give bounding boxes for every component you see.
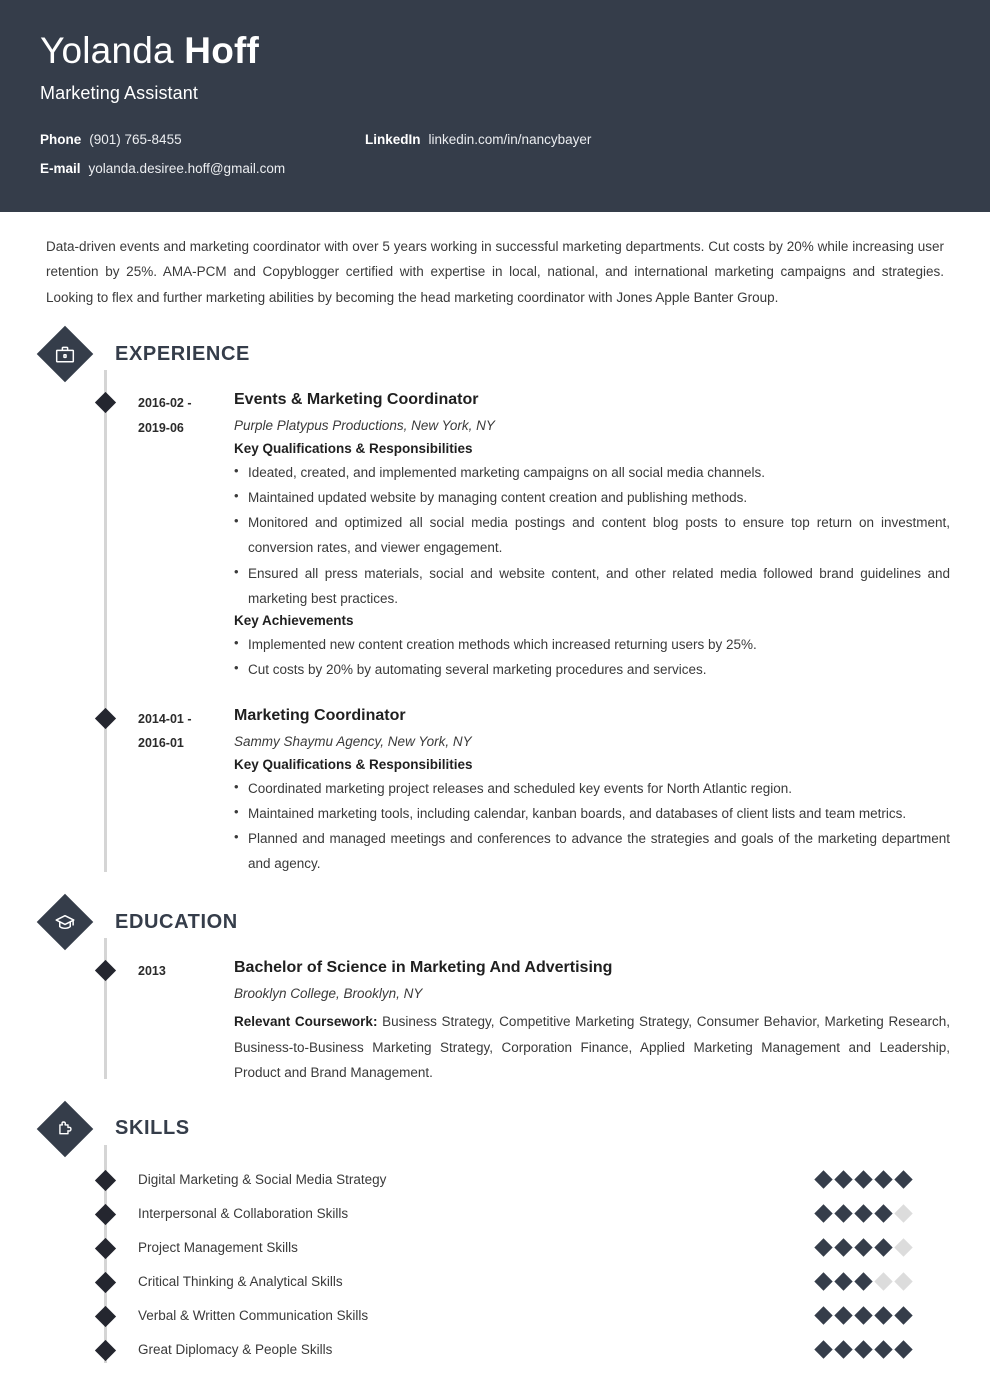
rating-diamond-filled bbox=[894, 1307, 912, 1325]
list-item: • Ideated, created, and implemented marketing campaigns on all social media channels. bbox=[234, 460, 950, 485]
experience-entry bbox=[40, 704, 950, 878]
coursework-value: Business Strategy, Competitive Marketing Strategy, Consumer Behavior, Marketing Research, Business-to-Business Marketing Strategy, Corporation Finance, Applied Marketing Management and Leadership, Product and Brand Management. bbox=[234, 1014, 950, 1080]
education-body bbox=[234, 956, 950, 1084]
list-item bbox=[40, 1197, 950, 1231]
education-degree: Bachelor of Science in Marketing And Advertising bbox=[234, 959, 613, 977]
rating-diamond-filled bbox=[834, 1205, 852, 1223]
qualifications-list bbox=[234, 776, 950, 876]
experience-job-title: Events & Marketing Coordinator bbox=[234, 391, 479, 409]
list-item bbox=[40, 1265, 950, 1299]
timeline-diamond-marker bbox=[95, 708, 116, 729]
timeline-diamond-marker bbox=[95, 1170, 116, 1191]
contact-email[interactable] bbox=[40, 161, 365, 176]
list-item: • Implemented new content creation methods which increased returning users by 25%. bbox=[234, 632, 950, 657]
rating-diamond-filled bbox=[814, 1307, 832, 1325]
rating-diamond-filled bbox=[854, 1205, 872, 1223]
skills-list bbox=[40, 1163, 950, 1367]
contact-linkedin-value[interactable]: linkedin.com/in/nancybayer bbox=[428, 131, 592, 147]
rating-diamond-filled bbox=[814, 1205, 832, 1223]
rating-diamond-filled bbox=[894, 1171, 912, 1189]
list-item: • Ensured all press materials, social and website content, and other related media followed brand guidelines and marketing best practices. bbox=[234, 561, 950, 611]
skill-label: Project Management Skills bbox=[138, 1240, 298, 1256]
education-year: 2013 bbox=[138, 964, 166, 979]
rating-diamond-empty bbox=[894, 1273, 912, 1291]
experience-dates bbox=[138, 704, 234, 878]
skill-rating bbox=[817, 1173, 950, 1186]
rating-diamond-empty bbox=[894, 1205, 912, 1223]
skills-heading bbox=[40, 1109, 950, 1149]
contact-linkedin[interactable] bbox=[365, 132, 591, 147]
experience-job-title: Marketing Coordinator bbox=[234, 707, 406, 724]
education-coursework bbox=[234, 1009, 950, 1084]
education-heading bbox=[40, 902, 950, 942]
qualifications-label: Key Qualifications & Responsibilities bbox=[234, 441, 473, 457]
rating-diamond-filled bbox=[814, 1239, 832, 1257]
education-school: Brooklyn College, Brooklyn, NY bbox=[234, 986, 423, 1002]
contact-phone bbox=[40, 132, 365, 147]
candidate-job-title: Marketing Assistant bbox=[40, 82, 198, 103]
section-skills bbox=[40, 1109, 950, 1367]
rating-diamond-filled bbox=[814, 1341, 832, 1359]
skill-rating bbox=[817, 1275, 950, 1288]
skill-rating bbox=[817, 1309, 950, 1322]
achievements-label: Key Achievements bbox=[234, 612, 354, 628]
resume-content bbox=[0, 212, 990, 1367]
rating-diamond-empty bbox=[874, 1273, 892, 1291]
section-experience bbox=[40, 334, 950, 878]
rating-diamond-filled bbox=[874, 1205, 892, 1223]
experience-body bbox=[234, 704, 950, 878]
education-timeline bbox=[40, 956, 950, 1084]
contact-email-label: E-mail bbox=[40, 160, 81, 176]
rating-diamond-filled bbox=[814, 1273, 832, 1291]
resume-header bbox=[0, 0, 990, 212]
skill-label: Interpersonal & Collaboration Skills bbox=[138, 1206, 349, 1222]
rating-diamond-filled bbox=[854, 1341, 872, 1359]
timeline-diamond-marker bbox=[95, 1340, 116, 1361]
professional-summary: Data-driven events and marketing coordinator with over 5 years working in successful marketing departments. Cut costs by 20% while increasing user retention by 25%. AMA-PCM and Copyblogger certified with expertise in local, national, and international marketing campaigns and strategies. Looking to flex and further marketing abilities by becoming the head marketing coordinator with Jones Apple Banter Group. bbox=[46, 239, 944, 305]
list-item bbox=[40, 1299, 950, 1333]
first-name: Yolanda bbox=[40, 30, 174, 71]
rating-diamond-empty bbox=[894, 1239, 912, 1257]
skill-label: Great Diplomacy & People Skills bbox=[138, 1342, 333, 1358]
experience-date-start: 2016-02 - bbox=[138, 396, 192, 411]
rating-diamond-filled bbox=[874, 1341, 892, 1359]
achievements-list bbox=[234, 632, 950, 682]
timeline-diamond-marker bbox=[95, 1204, 116, 1225]
list-item: • Maintained updated website by managing content creation and publishing methods. bbox=[234, 485, 950, 510]
rating-diamond-filled bbox=[834, 1307, 852, 1325]
skill-rating bbox=[817, 1241, 950, 1254]
candidate-name bbox=[40, 30, 950, 73]
rating-diamond-filled bbox=[854, 1171, 872, 1189]
contact-email-value[interactable]: yolanda.desiree.hoff@gmail.com bbox=[88, 160, 286, 176]
experience-timeline bbox=[40, 388, 950, 878]
experience-entry bbox=[40, 388, 950, 684]
experience-date-end: 2019-06 bbox=[138, 420, 184, 435]
graduation-cap-icon bbox=[37, 894, 94, 951]
rating-diamond-filled bbox=[894, 1341, 912, 1359]
rating-diamond-filled bbox=[854, 1307, 872, 1325]
rating-diamond-filled bbox=[834, 1341, 852, 1359]
education-entry bbox=[40, 956, 950, 1084]
contact-phone-label: Phone bbox=[40, 131, 82, 147]
education-title: EDUCATION bbox=[115, 910, 238, 933]
experience-heading bbox=[40, 334, 950, 374]
experience-date-end: 2016-01 bbox=[138, 736, 184, 751]
contact-row-1 bbox=[40, 132, 950, 147]
qualifications-label: Key Qualifications & Responsibilities bbox=[234, 757, 473, 772]
rating-diamond-filled bbox=[834, 1239, 852, 1257]
list-item: • Monitored and optimized all social media postings and content blog posts to ensure top return on investment, conversion rates, and viewer engagement. bbox=[234, 510, 950, 560]
skill-rating bbox=[817, 1207, 950, 1220]
timeline-diamond-marker bbox=[95, 1238, 116, 1259]
skill-label: Critical Thinking & Analytical Skills bbox=[138, 1274, 343, 1290]
timeline-diamond-marker bbox=[95, 1272, 116, 1293]
experience-title: EXPERIENCE bbox=[115, 342, 250, 365]
coursework-label: Relevant Coursework: bbox=[234, 1014, 378, 1030]
briefcase-icon bbox=[37, 326, 94, 383]
contact-linkedin-label: LinkedIn bbox=[365, 131, 421, 147]
rating-diamond-filled bbox=[834, 1171, 852, 1189]
list-item: • Cut costs by 20% by automating several marketing procedures and services. bbox=[234, 657, 950, 682]
rating-diamond-filled bbox=[874, 1171, 892, 1189]
list-item bbox=[40, 1333, 950, 1367]
rating-diamond-filled bbox=[874, 1307, 892, 1325]
contact-row-2 bbox=[40, 161, 950, 176]
list-item bbox=[40, 1231, 950, 1265]
skill-label: Digital Marketing & Social Media Strategy bbox=[138, 1172, 387, 1188]
list-item: • Coordinated marketing project releases and scheduled key events for North Atlantic region. bbox=[234, 776, 950, 801]
rating-diamond-filled bbox=[814, 1171, 832, 1189]
contact-details bbox=[40, 132, 950, 176]
experience-body bbox=[234, 388, 950, 684]
experience-date-start: 2014-01 - bbox=[138, 712, 192, 726]
puzzle-piece-icon bbox=[37, 1100, 94, 1157]
skills-title: SKILLS bbox=[115, 1117, 190, 1140]
rating-diamond-filled bbox=[834, 1273, 852, 1291]
rating-diamond-filled bbox=[854, 1273, 872, 1291]
last-name: Hoff bbox=[184, 30, 260, 71]
section-education bbox=[40, 902, 950, 1084]
list-item: • Planned and managed meetings and conferences to advance the strategies and goals of the marketing department and agency. bbox=[234, 826, 950, 876]
rating-diamond-filled bbox=[854, 1239, 872, 1257]
experience-company: Purple Platypus Productions, New York, NY bbox=[234, 418, 495, 434]
skill-rating bbox=[817, 1343, 950, 1356]
contact-phone-value: (901) 765-8455 bbox=[89, 131, 182, 147]
qualifications-list bbox=[234, 460, 950, 611]
rating-diamond-filled bbox=[874, 1239, 892, 1257]
timeline-diamond-marker bbox=[95, 392, 116, 413]
list-item: • Maintained marketing tools, including calendar, kanban boards, and databases of client lists and team metrics. bbox=[234, 801, 950, 826]
list-item bbox=[40, 1163, 950, 1197]
experience-dates bbox=[138, 388, 234, 684]
education-dates bbox=[138, 956, 234, 1084]
timeline-diamond-marker bbox=[95, 960, 116, 981]
skill-label: Verbal & Written Communication Skills bbox=[138, 1308, 369, 1324]
experience-company: Sammy Shaymu Agency, New York, NY bbox=[234, 734, 472, 749]
timeline-diamond-marker bbox=[95, 1306, 116, 1327]
